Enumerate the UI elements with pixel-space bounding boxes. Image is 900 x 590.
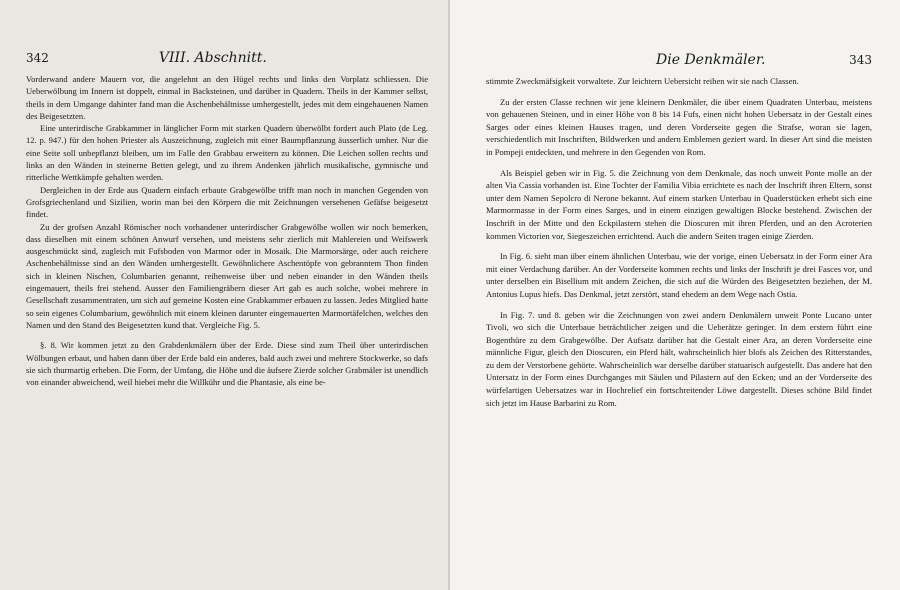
paragraph: Vorderwand andere Mauern vor, die angelehnt an den Hügel rechts und links den Vorplatz schliessen. Die Ueberwölbung im Innern ist doppelt, einmal in Backsteinen, und darüber in Quadern. Theils in der Kammer selbst, theils in dem Umgange dahinter fand man die Aschenbehältnisse umhergestellt, jedes mit dem eingehauenen Namen des Beigesetzten. (26, 74, 428, 121)
left-page-body (26, 73, 428, 388)
left-page-header (26, 50, 428, 70)
right-page-header (486, 52, 872, 72)
paragraph: Zu der grofsen Anzahl Römischer noch vorhandener unterirdischer Grabgewölbe wollen wir noch bemerken, dass dieselben mit einem schönen Anwurf versehen, und meistens sehr zierlich mit Mahlereien und Weifswerk ausgeschmückt sind, zugleich mit Fufsboden von Marmor oder in Mosaik. Die Marmorsärge, oder auch reichere Aschenbehältnisse sind an den Wänden umhergestellt. Gewöhnlichere Aschentöpfe von gebranntem Thon finden sich in kleinen Nischen, Columbarien genannt, reihenweise über und neben einander in den Wänden theils eingemauert, theils frei stehend. Ausser den Familiengräbern dieser Art gab es auch solche, wobei mehrere in Gesellschaft zusammentraten, um sich auf gemeine Kosten eine Grabkammer erbauen zu lassen. Jedes Mitglied hatte so sein eigenes Columbarium, gewöhnlich mit einem kleinen darunter eingemauerten Marmortäfelchen, welches den Namen und den Stand des Beigesetzten kund that. Vergleiche Fig. 5. (26, 221, 428, 330)
right-page-body (486, 75, 872, 409)
running-head-left: VIII. Abschnitt. (158, 50, 267, 66)
page-number-right: 343 (849, 53, 872, 67)
paragraph: Als Beispiel geben wir in Fig. 5. die Zeichnung von dem Denkmale, das noch unweit Ponte molle an der alten Via Cassia vorhanden ist. Eine Tochter der Familia Vibia errichtete es nach der Inschrift ihren Eltern, sonst unter dem Namen Sepolcro di Nerone bekannt. Auf einem starken Unterbau in Quaderstücken erhebt sich eine Marmormasse in der Form eines Sarges, und in einem einzigen gewaltigen Blocke bestehend. Zwischen der Inschrift in der Mitte und den Eckpilastern stehen die Dioscuren mit ihren Pferden, und an den Acroterien kommen Victorien vor, Siegeszeichen errichtend. Auch die andern Seiten tragen einige Zierden. (486, 167, 872, 241)
paragraph: stimmte Zweckmäfsigkeit vorwaltete. Zur leichtern Uebersicht reihen wir sie nach Classen. (486, 76, 799, 86)
paragraph: In Fig. 6. sieht man über einem ähnlichen Unterbau, wie der vorige, einen Uebersatz in der Form einer Ara mit einer Verdachung darüber. An der Vorderseite kommen rechts und links der Inschrift je drei Fasces vor, und unter derselben ein Bisellium mit andern Zeichen, die sich auf die Würden des Beigesetzten beziehen, der M. Antonius Lupus hiefs. Das Denkmal, jetzt zerstört, stand ehedem an dem Wege nach Ostia. (486, 251, 872, 299)
right-page (450, 0, 900, 590)
section-paragraph: §. 8. Wir kommen jetzt zu den Grabdenkmälern über der Erde. Diese sind zum Theil über unterirdischen Wölbungen erbaut, und haben dann über der Erde bald ein anderes, bald auch zwei und mehrere Stockwerke, so dafs sie sich thurmartig erheben. Die Form, der Umfang, die Höhe und die äufsere Zierde solcher Grabmäler ist unendlich von einander abweichend, weil hiebei mehr die Willkühr und die Phantasie, als eine be- (26, 340, 428, 388)
paragraph: Zu der ersten Classe rechnen wir jene kleinern Denkmäler, die über einem Quadraten Unterbau, meistens von gehauenen Steinen, und in einer Höhe von 8 bis 14 Fufs, einen nicht hohen Uebersatz in der Gestalt eines Sarges oder eines kleinen Hauses tragen, und deren Vorderseite gegen die Strafse, woran sie lagen, verschiedentlich mit Inschriften, Bildwerken und andern Emblemen geziert ward. In dieser Art sind die meisten in Pompeji entdeckten, und mehrere in den Gegenden von Rom. (486, 96, 872, 157)
paragraph: Dergleichen in der Erde aus Quadern einfach erbaute Grabgewölbe trifft man noch in manchen Gegenden von Grofsgriechenland und Sizilien, worin man bei den Körpern die mit Zeichnungen versehenen Gefäfse beigesetzt findet. (26, 184, 428, 220)
running-head-right: Die Denkmäler. (656, 52, 766, 68)
page-number-left: 342 (26, 51, 49, 65)
paragraph: In Fig. 7. und 8. geben wir die Zeichnungen von zwei andern Denkmälern unweit Ponte Lucano unter Tivoli, wo sich die Unterbaue beträchtlicher zeigen und die Ueberätze geringer. In dem erstern führt eine Bogenthüre zu dem Grabgewölbe. Der Aufsatz darüber hat die Gestalt einer Ara, an deren Vorderseite eine männliche Figur, gleich den Dioscuren, ein Pferd hält, wahrscheinlich hier blofs als Zeichen des Ritterstandes, zu dem der Verstorbene gehörte. Wahrscheinlich war derselbe darüber statuarisch aufgestellt. Das andere hat den Untersatz in der Form eines Durchganges mit Säulen und Pilastern auf den Ecken; und an der Vorderseite des würfelartigen Uebersatzes war in Hochrelief ein fortschreitender Löwe dargestellt. Dieses schöne Bild findet sich jetzt im Hause Barbarini zu Rom. (486, 309, 872, 408)
paragraph: Eine unterirdische Grabkammer in länglicher Form mit starken Quadern überwölbt fordert auch Plato (de Leg. 12. p. 947.) für den hohen Priester als Auszeichnung, zugleich mit einer Baumpflanzung äusserlich umher. Nur die eine Seite soll unbepflanzt bleiben, um im Falle den Grabbau erweitern zu können. Die Leichen sollen rechts und links an den Wänden in steinerne Betten gelegt, und zu ihrem Andenken jährlich musikalische, gymnische und ritterliche Wettkämpfe gehalten werden. (26, 123, 428, 183)
